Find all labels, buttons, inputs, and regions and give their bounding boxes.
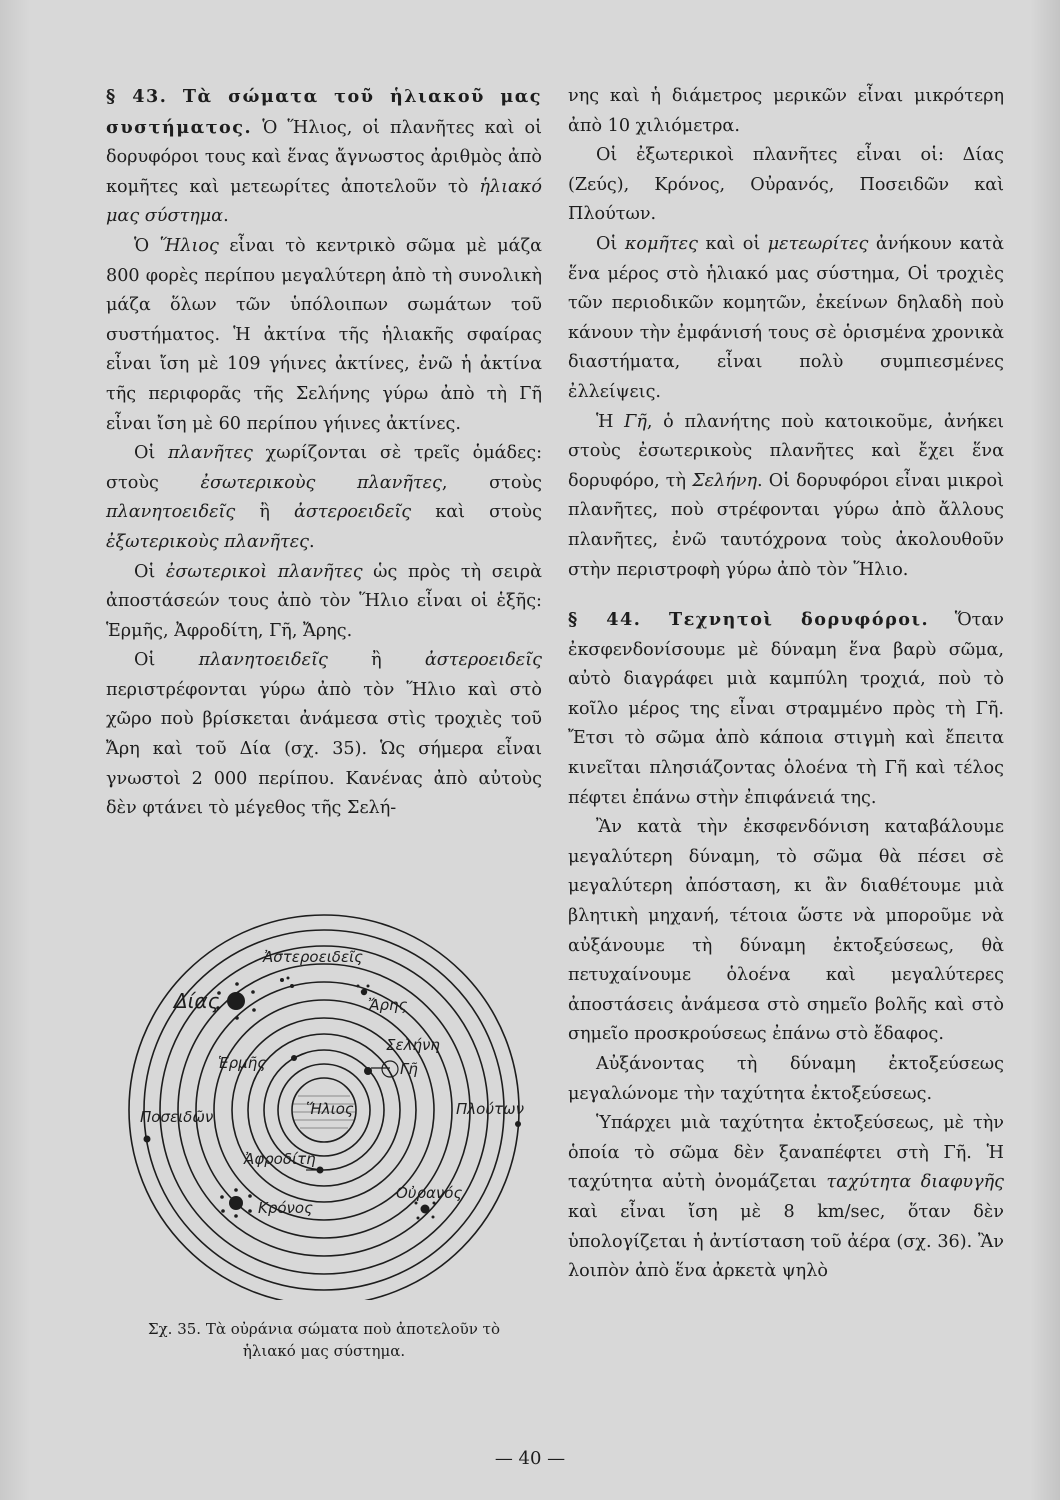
label-pluto: Πλούτων [456, 1100, 524, 1118]
earth-planet [364, 1067, 372, 1075]
paragraph-comets: Οἱ κομῆτες καὶ οἱ μετεωρίτες ἀνήκουν κατὰ ἕνα μέρος στὸ ἡλιακό μας σύστημα, Οἱ τροχιὲς τῶν περιοδικῶν κομητῶν, ἐκείνων δηλαδὴ ποὺ κάνουν τὴν ἐμφάνισή τους σὲ ὁρισμένα χρονικὰ διαστήματα, εἶναι πολὺ συμπιεσμένες ἐλλείψεις. [568, 233, 1004, 402]
label-neptune: Ποσειδῶν [140, 1108, 214, 1126]
paragraph-earth: Ἡ Γῆ, ὁ πλανήτης ποὺ κατοικοῦμε, ἀνήκει στοὺς ἐσωτερικοὺς πλανῆτες καὶ ἔχει ἕνα δορυφόρο, τὴ Σελήνη. Οἱ δορυφόροι εἶναι μικροὶ πλανῆτες, ποὺ στρέφονται γύρω ἀπὸ ἄλλους πλανῆτες, ἐνῶ ταυτόχρονα τοὺς ἀκολουθοῦν στὴν περιστροφὴ γύρω ἀπὸ τὸν Ἥλιο. [568, 411, 1005, 580]
saturn-planet [229, 1196, 243, 1210]
solar-system-figure [106, 900, 542, 1300]
mars-planet [361, 989, 367, 995]
paragraph-continuation: νης καὶ ἡ διάμετρος μερικῶν εἶναι μικρότερη ἀπὸ 10 χιλιόμετρα. [568, 86, 1004, 136]
label-saturn: Κρόνος [258, 1199, 313, 1217]
jupiter-planet [227, 992, 245, 1010]
label-uranus: Οὐρανός [396, 1184, 463, 1202]
label-moon: Σελήνη [386, 1036, 440, 1054]
label-asteroids: Ἀστεροειδεῖς [263, 948, 363, 966]
paragraph-planet-groups: Οἱ πλανῆτες χωρίζονται σὲ τρεῖς ὁμάδες: στοὺς ἐσωτερικοὺς πλανῆτες, στοὺς πλανητοειδεῖς ἢ ἀστεροειδεῖς καὶ στοὺς ἐξωτερικοὺς πλανῆτες. [106, 443, 542, 552]
paragraph-inner-planets: Οἱ ἐσωτερικοὶ πλανῆτες ὡς πρὸς τὴ σειρὰ ἀποστάσεών τους ἀπὸ τὸν Ἥλιο εἶναι οἱ ἑξῆς: Ἑρμῆς, Ἀφροδίτη, Γῆ, Ἄρης. [106, 561, 542, 641]
section-44-heading: § 44. Τεχνητοὶ δορυφόροι. [568, 609, 930, 631]
pluto-planet [515, 1121, 521, 1127]
solar-system-diagram [106, 900, 542, 1300]
figure-caption [106, 1318, 542, 1362]
caption-line-1: Σχ. 35. Τὰ οὐράνια σώματα ποὺ ἀποτελοῦν τὸ [147, 1320, 501, 1338]
neptune-planet [144, 1136, 151, 1143]
right-column [568, 82, 1004, 1287]
paragraph-s43-intro: § 43. Τὰ σώματα τοῦ ἡλιακοῦ μας συστήματος. Ὁ Ἥλιος, οἱ πλανῆτες καὶ οἱ δορυφόροι τους καὶ ἕνας ἄγνωστος ἀριθμὸς ἀπὸ κομῆτες καὶ μετεωρίτες ἀποτελοῦν τὸ ἡλιακό μας σύστημα. [106, 86, 542, 227]
left-column [106, 82, 542, 824]
label-zeus: Δίας [174, 989, 220, 1013]
paragraph-asteroids: Οἱ πλανητοειδεῖς ἢ ἀστεροειδεῖς περιστρέφονται γύρω ἀπὸ τὸν Ἥλιο καὶ στὸ χῶρο ποὺ βρίσκεται ἀνάμεσα στὶς τροχιὲς τοῦ Ἄρη καὶ τοῦ Δία (σχ. 35). Ὡς σήμερα εἶναι γνωστοὶ 2 000 περίπου. Κανένας ἀπὸ αὐτοὺς δὲν φτάνει τὸ μέγεθος τῆς Σελή- [106, 650, 542, 819]
paragraph-sun: Ὁ Ἥλιος εἶναι τὸ κεντρικὸ σῶμα μὲ μάζα 800 φορὲς περίπου μεγαλύτερη ἀπὸ τὴ συνολικὴ μάζα ὅλων τῶν ὑπόλοιπων σωμάτων τοῦ συστήματος. Ἡ ἀκτίνα τῆς ἡλιακῆς σφαίρας εἶναι ἴση μὲ 109 γήινες ἀκτίνες, ἐνῶ ἡ ἀκτίνα τῆς περιφορᾶς τῆς Σελήνης γύρω ἀπὸ τὴ Γῆ εἶναι ἴση μὲ 60 περίπου γήινες ἀκτίνες. [106, 235, 542, 434]
paragraph-escape-velocity: Ὑπάρχει μιὰ ταχύτητα ἐκτοξεύσεως, μὲ τὴν ὁποία τὸ σῶμα δὲν ξαναπέφτει στὴ Γῆ. Ἡ ταχύτητα αὐτὴ ὀνομάζεται ταχύτητα διαφυγῆς καὶ εἶναι ἴση μὲ 8 km/sec, ὅταν δὲν ὑπολογίζεται ἡ ἀντίσταση τοῦ ἀέρα (σχ. 36). Ἂν λοιπὸν ἀπὸ ἕνα ἀρκετὰ ψηλὸ [568, 1113, 1004, 1282]
section-43-heading: § 43. Τὰ σώματα τοῦ ἡλιακοῦ μας συστήματος. [106, 86, 542, 138]
label-mars: Ἄρης [368, 996, 408, 1014]
caption-line-2: ἡλιακό μας σύστημα. [242, 1342, 406, 1360]
label-earth: Γῆ [400, 1060, 418, 1078]
uranus-planet [421, 1205, 430, 1214]
label-mercury: Ἑρμῆς [218, 1054, 267, 1072]
page-number: — 40 — [494, 1448, 566, 1469]
label-sun: Ἥλιος [306, 1100, 354, 1118]
paragraph-outer-planets: Οἱ ἐξωτερικοὶ πλανῆτες εἶναι οἱ: Δίας (Ζεύς), Κρόνος, Οὐρανός, Ποσειδῶν καὶ Πλούτων. [568, 145, 1004, 225]
label-venus: Ἀφροδίτη [244, 1150, 316, 1168]
section-gap [568, 585, 1004, 605]
paragraph-launch-force: Ἂν κατὰ τὴν ἐκσφενδόνιση καταβάλουμε μεγαλύτερη δύναμη, τὸ σῶμα θὰ πέσει σὲ μεγαλύτερη ἀπόσταση, κι ἂν διαθέτουμε μιὰ βλητικὴ μηχανή, τέτοια ὥστε νὰ μποροῦμε νὰ αὐξάνουμε τὴ δύναμη ἐκτοξεύσεως, θὰ πετυχαίνουμε ὁλοένα καὶ μεγαλύτερες ἀποστάσεις ἀνάμεσα στὸ σημεῖο βολῆς καὶ στὸ σημεῖο προσκρούσεως ἐπάνω στὸ ἔδαφος. [568, 817, 1004, 1045]
paragraph-s44-intro: § 44. Τεχνητοὶ δορυφόροι. Ὅταν ἐκσφενδονίσουμε μὲ δύναμη ἕνα βαρὺ σῶμα, αὐτὸ διαγράφει μιὰ καμπύλη τροχιά, ποὺ τὸ κοῖλο μέρος της εἶναι στραμμένο πρὸς τὴ Γῆ. Ἔτσι τὸ σῶμα ἀπὸ κάποια στιγμὴ καὶ ἔπειτα κινεῖται πλησιάζοντας ὁλοένα τὴ Γῆ καὶ τέλος πέφτει ἐπάνω στὴν ἐπιφάνειά της. [568, 609, 1004, 808]
moon-orbit [382, 1061, 398, 1077]
paragraph-launch-speed: Αὐξάνοντας τὴ δύναμη ἐκτοξεύσεως μεγαλώνομε τὴν ταχύτητα ἐκτοξεύσεως. [568, 1054, 1004, 1104]
